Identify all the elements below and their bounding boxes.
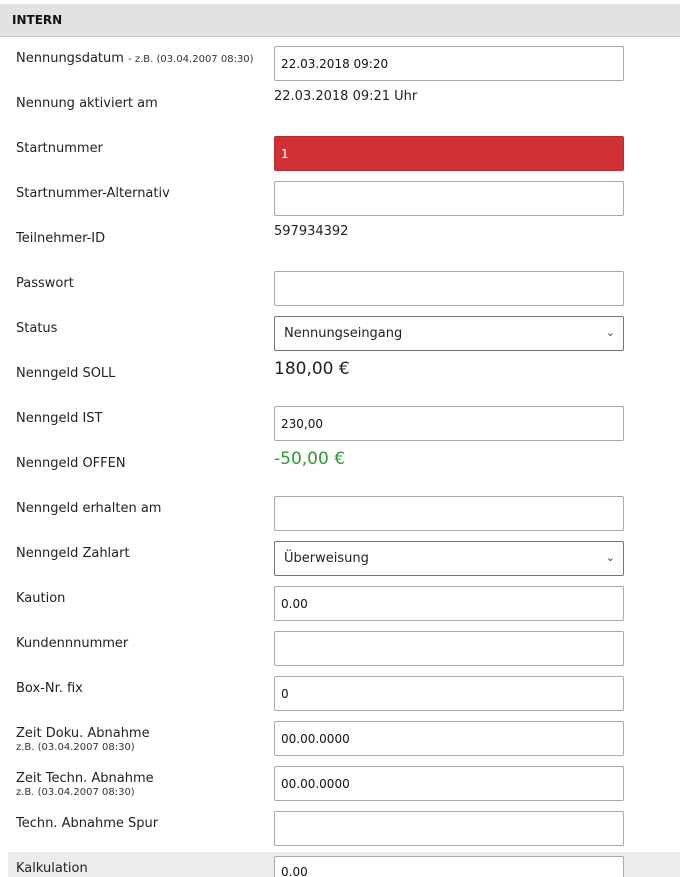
nenngeld-soll-value: 180,00 €	[274, 359, 350, 379]
label-aktiviert: Nennung aktiviert am	[16, 96, 158, 111]
label-text: Zeit Doku. Abnahme	[16, 726, 150, 741]
label-nenngeld-soll: Nenngeld SOLL	[16, 366, 116, 381]
label-nenngeld-erhalten: Nenngeld erhalten am	[16, 501, 162, 516]
status-select[interactable]	[274, 316, 624, 351]
label-passwort: Passwort	[16, 276, 74, 291]
label-kundennummer: Kundennnummer	[16, 636, 129, 651]
teilnehmer-id-value: 597934392	[274, 224, 349, 239]
label-zeit-techn	[16, 771, 154, 798]
kalkulation-input[interactable]	[274, 856, 624, 877]
nenngeld-erhalten-input[interactable]	[274, 496, 624, 531]
label-text: Zeit Techn. Abnahme	[16, 771, 154, 786]
label-zahlart: Nenngeld Zahlart	[16, 546, 130, 561]
label-kaution: Kaution	[16, 591, 66, 606]
startnummer-alternativ-input[interactable]	[274, 181, 624, 216]
label-text: Nennungsdatum	[16, 51, 124, 66]
zeit-techn-input[interactable]	[274, 766, 624, 801]
label-teilnehmer-id: Teilnehmer-ID	[16, 231, 106, 246]
nenngeld-ist-input[interactable]	[274, 406, 624, 441]
zahlart-selected-value: Überweisung	[284, 551, 369, 566]
aktiviert-value: 22.03.2018 09:21 Uhr	[274, 89, 418, 104]
label-hint: - z.B. (03.04.2007 08:30)	[128, 54, 254, 65]
chevron-down-icon: ⌄	[605, 326, 615, 339]
zahlart-select[interactable]	[274, 541, 624, 576]
label-nennungsdatum	[16, 52, 256, 66]
section-header-intern	[0, 4, 680, 37]
techn-spur-input[interactable]	[274, 811, 624, 846]
label-nenngeld-offen: Nenngeld OFFEN	[16, 456, 126, 471]
label-hint: z.B. (03.04.2007 08:30)	[16, 742, 135, 753]
label-box-nr: Box-Nr. fix	[16, 681, 83, 696]
zeit-doku-input[interactable]	[274, 721, 624, 756]
label-status: Status	[16, 321, 58, 336]
label-hint: z.B. (03.04.2007 08:30)	[16, 787, 135, 798]
chevron-down-icon: ⌄	[605, 551, 615, 564]
label-startnummer-alternativ: Startnummer-Alternativ	[16, 186, 170, 201]
nennungsdatum-input[interactable]	[274, 46, 624, 81]
status-selected-value: Nennungseingang	[284, 326, 403, 341]
kundennummer-input[interactable]	[274, 631, 624, 666]
box-nr-input[interactable]	[274, 676, 624, 711]
label-techn-spur: Techn. Abnahme Spur	[16, 816, 159, 831]
section-title: INTERN	[12, 13, 63, 27]
startnummer-input[interactable]	[274, 136, 624, 171]
label-startnummer: Startnummer	[16, 141, 103, 156]
label-zeit-doku	[16, 726, 150, 753]
passwort-input[interactable]	[274, 271, 624, 306]
label-kalkulation: Kalkulation	[16, 861, 88, 876]
nenngeld-offen-value: -50,00 €	[274, 449, 346, 469]
label-nenngeld-ist: Nenngeld IST	[16, 411, 103, 426]
kaution-input[interactable]	[274, 586, 624, 621]
